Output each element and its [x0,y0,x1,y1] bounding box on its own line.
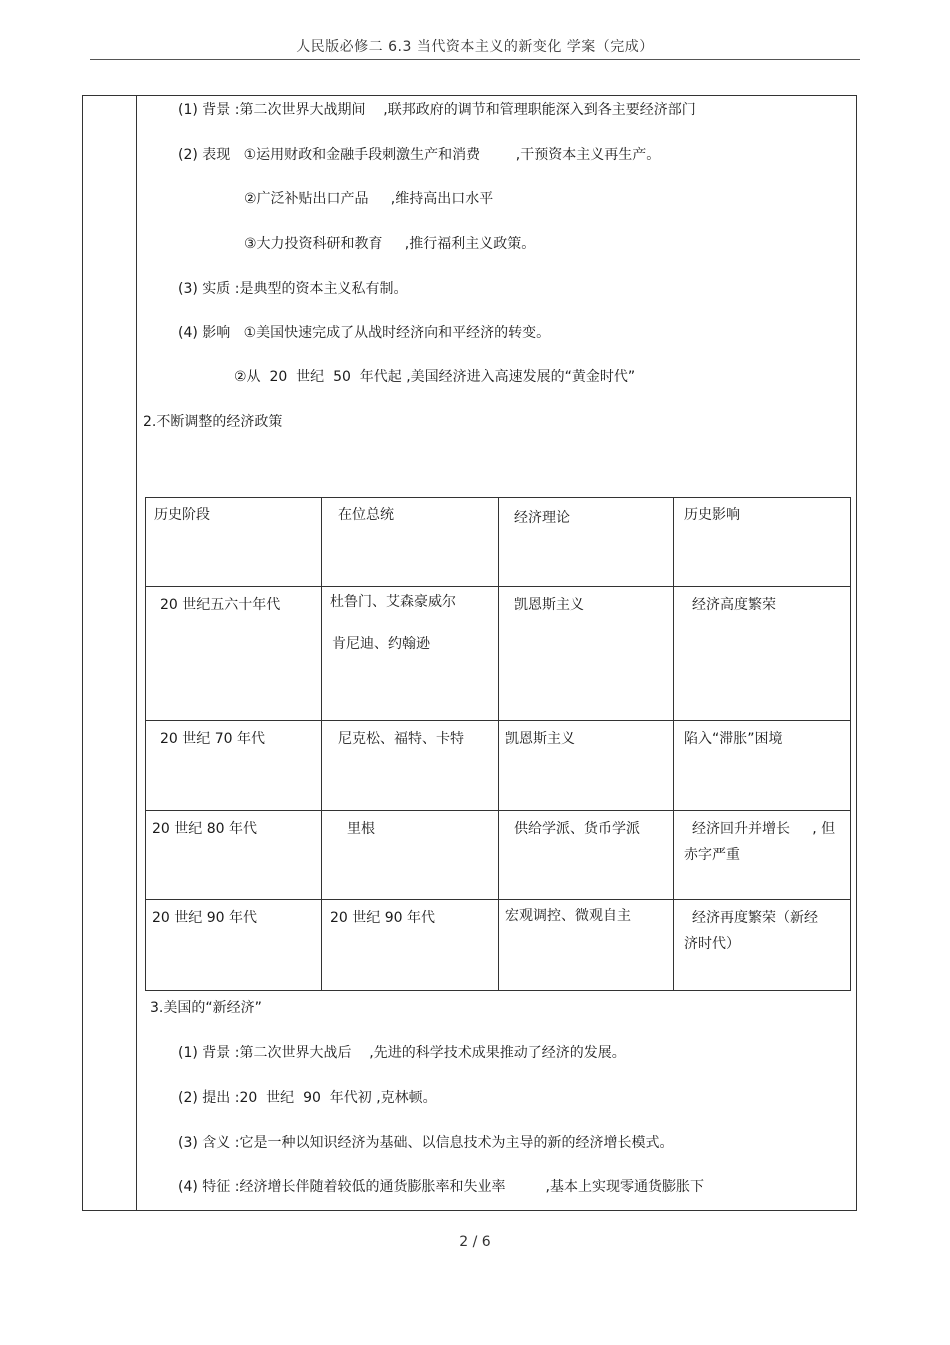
theory-cell: 凯恩斯主义 [499,721,674,811]
section3-line-3: (3) 含义 :它是一种以知识经济为基础、以信息技术为主导的新的经济增长模式。 [178,1135,674,1151]
economic-policy-table [145,497,851,991]
section3-line-1: (1) 背景 :第二次世界大战后 ,先进的科学技术成果推动了经济的发展。 [178,1045,626,1061]
stage-cell: 20 世纪 80 年代 [146,811,322,900]
theory-cell: 凯恩斯主义 [499,587,674,721]
section1-line-6: (4) 影响 ①美国快速完成了从战时经济向和平经济的转变。 [178,325,551,341]
theory-cell: 供给学派、货币学派 [499,811,674,900]
president-cell: 20 世纪 90 年代 [322,900,499,991]
president-cell: 里根 [322,811,499,900]
table-row [146,587,851,721]
section3-title: 3.美国的“新经济” [150,1000,262,1016]
page-number: 2 / 6 [459,1234,491,1250]
table-header-row [146,498,851,587]
table-row [146,721,851,811]
stage-cell: 20 世纪 70 年代 [146,721,322,811]
section1-line-4: ③大力投资科研和教育 ,推行福利主义政策。 [244,236,536,252]
impact-cell: 经济回升并增长 , 但 赤字严重 [674,811,851,900]
page-header: 人民版必修二 6.3 当代资本主义的新变化 学案（完成） [296,39,654,55]
stage-cell: 20 世纪 90 年代 [146,900,322,991]
president-cell: 尼克松、福特、卡特 [322,721,499,811]
impact-cell: 经济高度繁荣 [674,587,851,721]
impact-cell: 经济再度繁荣（新经 济时代） [674,900,851,991]
table-header-cell: 经济理论 [499,498,674,587]
president-cell: 杜鲁门、艾森豪威尔 肯尼迪、约翰逊 [322,587,499,721]
content-frame [82,95,857,1211]
table-header-cell: 历史影响 [674,498,851,587]
section1-line-7: ②从 20 世纪 50 年代起 ,美国经济进入高速发展的“黄金时代” [234,369,636,385]
section1-line-2: (2) 表现 ①运用财政和金融手段刺激生产和消费 ,干预资本主义再生产。 [178,147,661,163]
frame-divider [136,96,137,1210]
theory-cell: 宏观调控、微观自主 [499,900,674,991]
section2-title: 2.不断调整的经济政策 [143,414,283,430]
table-row [146,900,851,991]
section1-line-1: (1) 背景 :第二次世界大战期间 ,联邦政府的调节和管理职能深入到各主要经济部门 [178,102,696,118]
section1-line-3: ②广泛补贴出口产品 ,维持高出口水平 [244,191,494,207]
table-row [146,811,851,900]
table-header-cell: 历史阶段 [146,498,322,587]
table-header-cell: 在位总统 [322,498,499,587]
header-rule [90,59,860,60]
section3-line-4: (4) 特征 :经济增长伴随着较低的通货膨胀率和失业率 ,基本上实现零通货膨胀下 [178,1179,704,1195]
impact-cell: 陷入“滞胀”困境 [674,721,851,811]
stage-cell: 20 世纪五六十年代 [146,587,322,721]
section1-line-5: (3) 实质 :是典型的资本主义私有制。 [178,281,408,297]
section3-line-2: (2) 提出 :20 世纪 90 年代初 ,克林顿。 [178,1090,437,1106]
